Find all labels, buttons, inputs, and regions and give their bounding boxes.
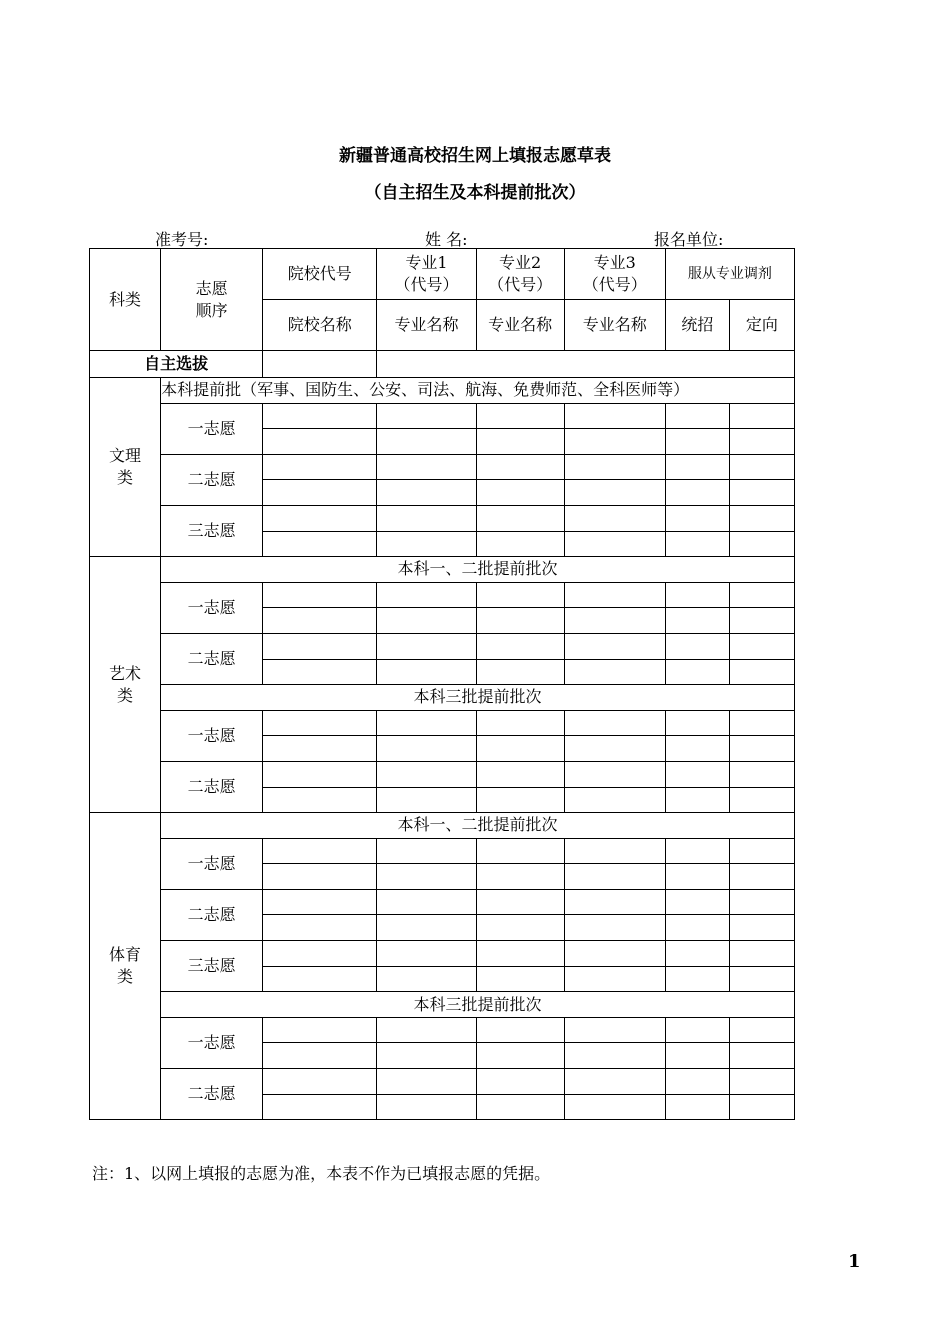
cell[interactable] bbox=[564, 429, 665, 455]
cell[interactable] bbox=[729, 429, 794, 455]
cell[interactable] bbox=[564, 736, 665, 762]
cell[interactable] bbox=[377, 1017, 476, 1043]
cell[interactable] bbox=[729, 761, 794, 787]
cell[interactable] bbox=[476, 1069, 564, 1095]
sports-batch2-label: 本科三批提前批次 bbox=[161, 992, 795, 1018]
cell[interactable] bbox=[729, 966, 794, 992]
cell[interactable] bbox=[476, 454, 564, 480]
cell[interactable] bbox=[263, 351, 377, 378]
cell[interactable] bbox=[564, 1094, 665, 1120]
cell[interactable] bbox=[564, 864, 665, 890]
choice-label: 二志愿 bbox=[161, 1069, 263, 1120]
cell[interactable] bbox=[729, 736, 794, 762]
header-major-name-3: 专业名称 bbox=[564, 300, 665, 351]
cell[interactable] bbox=[665, 429, 729, 455]
wenli-batch-label: 本科提前批（军事、国防生、公安、司法、航海、免费师范、全科医师等） bbox=[161, 378, 795, 404]
cell[interactable] bbox=[377, 736, 476, 762]
form-title: 新疆普通高校招生网上填报志愿草表 bbox=[339, 146, 611, 166]
cell[interactable] bbox=[729, 915, 794, 941]
cell[interactable] bbox=[377, 941, 476, 967]
cell[interactable] bbox=[729, 864, 794, 890]
cell[interactable] bbox=[564, 1043, 665, 1069]
cell[interactable] bbox=[729, 608, 794, 634]
header-major-name-2: 专业名称 bbox=[476, 300, 564, 351]
cell[interactable] bbox=[729, 659, 794, 685]
cell[interactable] bbox=[263, 505, 377, 531]
cell[interactable] bbox=[263, 403, 377, 429]
cell[interactable] bbox=[377, 531, 476, 557]
cell[interactable] bbox=[564, 582, 665, 608]
choice-label: 一志愿 bbox=[161, 838, 263, 889]
cell[interactable] bbox=[263, 1043, 377, 1069]
cell[interactable] bbox=[729, 1017, 794, 1043]
cell[interactable] bbox=[665, 736, 729, 762]
cell[interactable] bbox=[665, 761, 729, 787]
cell[interactable] bbox=[263, 941, 377, 967]
header-major-name: 专业名称 bbox=[377, 300, 476, 351]
cell[interactable] bbox=[263, 838, 377, 864]
art-category-label: 艺术类 bbox=[90, 557, 161, 813]
cell[interactable] bbox=[564, 889, 665, 915]
cell[interactable] bbox=[665, 608, 729, 634]
cell[interactable] bbox=[665, 582, 729, 608]
cell[interactable] bbox=[665, 633, 729, 659]
cell[interactable] bbox=[665, 1094, 729, 1120]
cell[interactable] bbox=[564, 838, 665, 864]
cell[interactable] bbox=[377, 761, 476, 787]
cell[interactable] bbox=[377, 429, 476, 455]
cell[interactable] bbox=[564, 659, 665, 685]
choice-label: 二志愿 bbox=[161, 454, 263, 505]
cell[interactable] bbox=[729, 710, 794, 736]
cell[interactable] bbox=[564, 531, 665, 557]
cell[interactable] bbox=[377, 505, 476, 531]
cell[interactable] bbox=[476, 864, 564, 890]
header-school-name: 院校名称 bbox=[263, 300, 377, 351]
header-order: 志愿顺序 bbox=[161, 249, 263, 351]
cell[interactable] bbox=[665, 1017, 729, 1043]
application-form-table bbox=[89, 248, 795, 1120]
cell[interactable] bbox=[377, 351, 795, 378]
cell[interactable] bbox=[665, 480, 729, 506]
cell[interactable] bbox=[665, 941, 729, 967]
cell[interactable] bbox=[263, 633, 377, 659]
cell[interactable] bbox=[263, 966, 377, 992]
cell[interactable] bbox=[263, 710, 377, 736]
cell[interactable] bbox=[263, 864, 377, 890]
choice-label: 二志愿 bbox=[161, 633, 263, 684]
header-unified: 统招 bbox=[665, 300, 729, 351]
choice-label: 二志愿 bbox=[161, 761, 263, 812]
sports-batch1-label: 本科一、二批提前批次 bbox=[161, 813, 795, 839]
cell[interactable] bbox=[665, 403, 729, 429]
cell[interactable] bbox=[729, 454, 794, 480]
cell[interactable] bbox=[377, 1094, 476, 1120]
cell[interactable] bbox=[476, 915, 564, 941]
header-obey-adjustment: 服从专业调剂 bbox=[665, 249, 794, 300]
header-category: 科类 bbox=[90, 249, 161, 351]
cell[interactable] bbox=[665, 505, 729, 531]
cell[interactable] bbox=[377, 889, 476, 915]
cell[interactable] bbox=[729, 582, 794, 608]
cell[interactable] bbox=[377, 1069, 476, 1095]
cell[interactable] bbox=[665, 454, 729, 480]
cell[interactable] bbox=[729, 889, 794, 915]
cell[interactable] bbox=[564, 1069, 665, 1095]
cell[interactable] bbox=[263, 659, 377, 685]
unit-label: 报名单位: bbox=[654, 230, 724, 249]
cell[interactable] bbox=[263, 531, 377, 557]
cell[interactable] bbox=[377, 403, 476, 429]
cell[interactable] bbox=[564, 454, 665, 480]
cell[interactable] bbox=[377, 1043, 476, 1069]
cell[interactable] bbox=[476, 505, 564, 531]
cell[interactable] bbox=[476, 736, 564, 762]
cell[interactable] bbox=[665, 1043, 729, 1069]
page-number: 1 bbox=[848, 1251, 861, 1272]
header-major1: 专业1（代号） bbox=[377, 249, 476, 300]
cell[interactable] bbox=[263, 1094, 377, 1120]
cell[interactable] bbox=[263, 787, 377, 813]
cell[interactable] bbox=[377, 454, 476, 480]
cell[interactable] bbox=[564, 710, 665, 736]
cell[interactable] bbox=[476, 403, 564, 429]
cell[interactable] bbox=[564, 966, 665, 992]
cell[interactable] bbox=[476, 838, 564, 864]
cell[interactable] bbox=[729, 1043, 794, 1069]
cell[interactable] bbox=[564, 403, 665, 429]
cell[interactable] bbox=[263, 454, 377, 480]
cell[interactable] bbox=[729, 941, 794, 967]
cell[interactable] bbox=[729, 1094, 794, 1120]
choice-label: 二志愿 bbox=[161, 889, 263, 940]
cell[interactable] bbox=[476, 1094, 564, 1120]
cell[interactable] bbox=[665, 531, 729, 557]
name-label: 姓 名: bbox=[425, 230, 468, 249]
form-subtitle: （自主招生及本科提前批次） bbox=[364, 183, 586, 203]
cell[interactable] bbox=[476, 710, 564, 736]
cell[interactable] bbox=[263, 736, 377, 762]
cell[interactable] bbox=[377, 608, 476, 634]
cell[interactable] bbox=[377, 582, 476, 608]
cell[interactable] bbox=[564, 915, 665, 941]
cell[interactable] bbox=[263, 582, 377, 608]
cell[interactable] bbox=[263, 480, 377, 506]
cell[interactable] bbox=[665, 659, 729, 685]
header-major3: 专业3（代号） bbox=[564, 249, 665, 300]
cell[interactable] bbox=[476, 941, 564, 967]
choice-label: 一志愿 bbox=[161, 1017, 263, 1068]
cell[interactable] bbox=[263, 608, 377, 634]
cell[interactable] bbox=[665, 838, 729, 864]
cell[interactable] bbox=[377, 659, 476, 685]
cell[interactable] bbox=[729, 531, 794, 557]
cell[interactable] bbox=[476, 582, 564, 608]
autonomous-selection-label: 自主选拔 bbox=[90, 351, 263, 378]
cell[interactable] bbox=[476, 480, 564, 506]
cell[interactable] bbox=[564, 787, 665, 813]
cell[interactable] bbox=[476, 889, 564, 915]
cell[interactable] bbox=[377, 966, 476, 992]
cell[interactable] bbox=[377, 787, 476, 813]
cell[interactable] bbox=[476, 966, 564, 992]
cell[interactable] bbox=[476, 659, 564, 685]
cell[interactable] bbox=[665, 889, 729, 915]
header-major2: 专业2（代号） bbox=[476, 249, 564, 300]
cell[interactable] bbox=[564, 633, 665, 659]
cell[interactable] bbox=[263, 1017, 377, 1043]
cell[interactable] bbox=[665, 915, 729, 941]
header-directed: 定向 bbox=[729, 300, 794, 351]
cell[interactable] bbox=[263, 915, 377, 941]
cell[interactable] bbox=[263, 761, 377, 787]
cell[interactable] bbox=[476, 1043, 564, 1069]
cell[interactable] bbox=[729, 838, 794, 864]
cell[interactable] bbox=[729, 403, 794, 429]
cell[interactable] bbox=[476, 761, 564, 787]
choice-label: 一志愿 bbox=[161, 403, 263, 454]
cell[interactable] bbox=[476, 429, 564, 455]
wenli-category-label: 文理类 bbox=[90, 378, 161, 557]
choice-label: 一志愿 bbox=[161, 710, 263, 761]
cell[interactable] bbox=[564, 941, 665, 967]
cell[interactable] bbox=[476, 787, 564, 813]
cell[interactable] bbox=[377, 633, 476, 659]
cell[interactable] bbox=[564, 1017, 665, 1043]
choice-label: 三志愿 bbox=[161, 941, 263, 992]
art-batch1-label: 本科一、二批提前批次 bbox=[161, 557, 795, 583]
footnote: 注：1、以网上填报的志愿为准，本表不作为已填报志愿的凭据。 bbox=[92, 1164, 551, 1183]
sports-category-label: 体育类 bbox=[90, 813, 161, 1120]
cell[interactable] bbox=[665, 710, 729, 736]
exam-no-label: 准考号: bbox=[155, 230, 209, 249]
cell[interactable] bbox=[476, 608, 564, 634]
cell[interactable] bbox=[729, 633, 794, 659]
cell[interactable] bbox=[665, 1069, 729, 1095]
cell[interactable] bbox=[377, 838, 476, 864]
cell[interactable] bbox=[377, 710, 476, 736]
choice-label: 三志愿 bbox=[161, 505, 263, 556]
cell[interactable] bbox=[476, 531, 564, 557]
cell[interactable] bbox=[665, 864, 729, 890]
cell[interactable] bbox=[377, 864, 476, 890]
cell[interactable] bbox=[729, 787, 794, 813]
cell[interactable] bbox=[665, 966, 729, 992]
cell[interactable] bbox=[665, 787, 729, 813]
cell[interactable] bbox=[263, 889, 377, 915]
cell[interactable] bbox=[263, 1069, 377, 1095]
cell[interactable] bbox=[729, 480, 794, 506]
cell[interactable] bbox=[729, 1069, 794, 1095]
cell[interactable] bbox=[564, 480, 665, 506]
header-school-code: 院校代号 bbox=[263, 249, 377, 300]
art-batch2-label: 本科三批提前批次 bbox=[161, 685, 795, 711]
cell[interactable] bbox=[564, 608, 665, 634]
cell[interactable] bbox=[377, 915, 476, 941]
cell[interactable] bbox=[476, 633, 564, 659]
cell[interactable] bbox=[564, 505, 665, 531]
cell[interactable] bbox=[476, 1017, 564, 1043]
cell[interactable] bbox=[729, 505, 794, 531]
choice-label: 一志愿 bbox=[161, 582, 263, 633]
cell[interactable] bbox=[564, 761, 665, 787]
cell[interactable] bbox=[263, 429, 377, 455]
cell[interactable] bbox=[377, 480, 476, 506]
